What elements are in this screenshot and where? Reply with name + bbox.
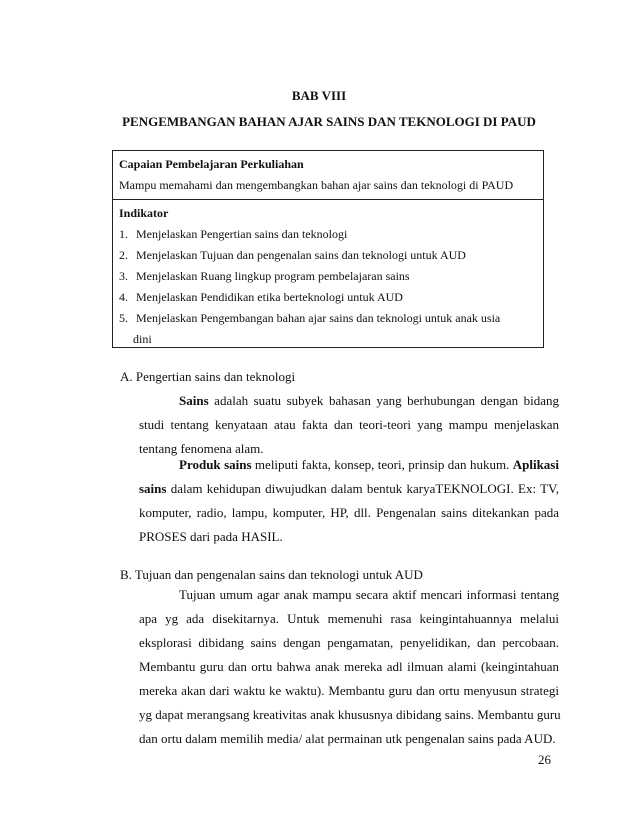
- section-b-paragraph: [139, 583, 559, 751]
- term-sains: Sains: [179, 393, 209, 408]
- paragraph-line: dan ortu dalam memilih media/ alat permainan utk pengenalan sains pada AUD.: [139, 731, 556, 746]
- indicator-text: Menjelaskan Tujuan dan pengenalan sains dan teknologi untuk AUD: [136, 248, 466, 262]
- section-b-heading: B. Tujuan dan pengenalan sains dan teknologi untuk AUD: [120, 567, 423, 582]
- paragraph-text: meliputi fakta, konsep, teori, prinsip dan hukum.: [251, 457, 513, 472]
- section-a-paragraph-1: [139, 389, 559, 461]
- term-sains: sains: [139, 481, 167, 496]
- learning-outcome-label: Capaian Pembelajaran Perkuliahan: [119, 157, 304, 171]
- paragraph-line: komputer, radio, lampu, komputer, HP, dll. Pengenalan sains ditekankan pada: [139, 505, 559, 520]
- indicator-item-continuation: dini: [133, 332, 152, 346]
- indicator-text: Menjelaskan Pengertian sains dan teknologi: [136, 227, 348, 241]
- paragraph-line: Membantu guru dan ortu bahwa anak mereka adl ilmuan alami (keingintahuan: [139, 659, 559, 674]
- paragraph-text: adalah suatu subyek bahasan yang berhubungan dengan bidang: [208, 393, 559, 408]
- paragraph-line: apa yg ada disekitarnya. Untuk memenuhi rasa keingintahuannya melalui: [139, 611, 559, 626]
- paragraph-line: mereka akan dari waktu ke waktu). Membantu guru dan ortu menyusun strategi: [139, 683, 559, 698]
- section-a-heading: A. Pengertian sains dan teknologi: [120, 369, 296, 384]
- learning-outcomes-box: [112, 150, 544, 348]
- indicator-number: 5.: [119, 311, 128, 325]
- learning-outcome-text: Mampu memahami dan mengembangkan bahan ajar sains dan teknologi di PAUD: [119, 178, 514, 192]
- term-aplikasi: Aplikasi: [512, 457, 559, 472]
- paragraph-line: yg dapat merangsang kreativitas anak khususnya dibidang sains. Membantu guru: [139, 707, 561, 722]
- section-a-paragraph-2: [139, 453, 559, 549]
- paragraph-line: studi tentang kenyataan atau fakta dan teori-teori yang mampu menjelaskan: [139, 417, 559, 432]
- indicator-text: Menjelaskan Ruang lingkup program pembelajaran sains: [136, 269, 410, 283]
- paragraph-line: Tujuan umum agar anak mampu secara aktif mencari informasi tentang: [179, 587, 559, 602]
- indicator-item: [119, 287, 537, 308]
- paragraph-line: eksplorasi dibidang sains dengan pengamatan, penyelidikan, dan percobaan.: [139, 635, 559, 650]
- indicator-label: Indikator: [119, 206, 169, 220]
- paragraph-text: dalam kehidupan diwujudkan dalam bentuk karyaTEKNOLOGI. Ex: TV,: [166, 481, 559, 496]
- indicator-number: 1.: [119, 227, 128, 241]
- indicator-item: [119, 224, 537, 245]
- paragraph-line: [139, 477, 559, 501]
- paragraph-line: tentang fenomena alam.: [139, 441, 264, 456]
- indicator-section: [113, 200, 543, 350]
- indicator-number: 4.: [119, 290, 128, 304]
- paragraph-line: PROSES dari pada HASIL.: [139, 529, 283, 544]
- learning-outcome-section: [113, 151, 543, 200]
- indicator-number: 2.: [119, 248, 128, 262]
- chapter-title: PENGEMBANGAN BAHAN AJAR SAINS DAN TEKNOLOGI DI PAUD: [122, 114, 536, 129]
- paragraph-line: [139, 453, 559, 477]
- indicator-text: Menjelaskan Pendidikan etika berteknologi untuk AUD: [136, 290, 403, 304]
- page-number: 26: [538, 752, 551, 767]
- indicator-item: [119, 308, 537, 329]
- indicator-item: [119, 266, 537, 287]
- indicator-number: 3.: [119, 269, 128, 283]
- chapter-heading: BAB VIII: [291, 88, 347, 103]
- indicator-text: Menjelaskan Pengembangan bahan ajar sains dan teknologi untuk anak usia: [136, 311, 501, 325]
- paragraph-line: [139, 389, 559, 413]
- indicator-item: [119, 245, 537, 266]
- term-produk-sains: Produk sains: [179, 457, 252, 472]
